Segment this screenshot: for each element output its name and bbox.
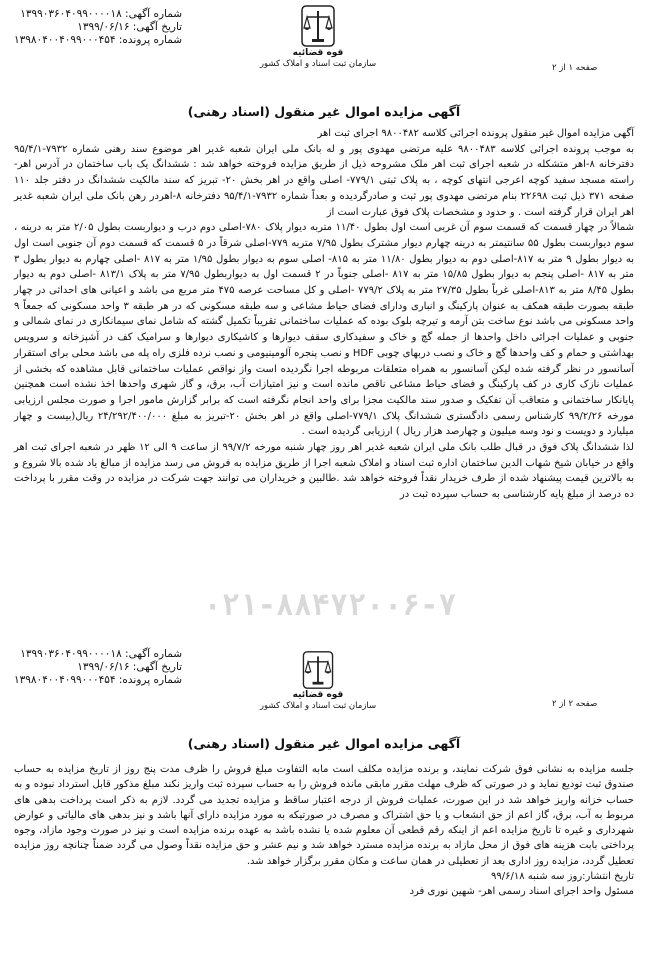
notice-heading: آگهی مزایده اموال غیر منقول (اسناد رهنی) bbox=[187, 104, 461, 119]
body-paragraph: شمالاً در چهار قسمت که قسمت سوم آن غربی است اول بطول ۱۱/۴۰ متربه دیوار پلاک ۷۸۰-اصلی دوم درب و دیواربست بطول ۲/۰۵ متر به درینه ، سوم دیواربست بطول ۵۵ سانتیمتر به درینه چهارم دیوار مشترک بطول ۷/۹۵ متربه ۷۷۹-اصلی شرقاً در ۵ قسمت که قسمت دوم آن جنوبی است اول به دیوار بطول ۹ متر به ۸۱۷-اصلی دوم به دیوار بطول ۱۱/۸۰ متر به ۸۱۵- اصلی سوم به دیوار بطول ۱/۹۵ متر به ۸۱۷ -اصلی چهارم به دیوار بطول ۳ متر به ۸۱۷ -اصلی پنجم به دیوار بطول ۱۵/۸۵ متر به ۸۱۷ -اصلی جنوباً در ۲ قسمت اول به دیواربطول ۷/۹۵ متر به پلاک ۸۱۳/۱ -اصلی دوم به دیوار بطول ۸/۴۵ متر به ۸۱۳-اصلی غرباً بطول ۲۷/۳۵ متر به پلاک ۷۷۹/۲ -اصلی و کل مساحت عرصه ۴۷۵ متر مربع می باشد و اعیانی های احداثی در چهار طبقه بصورت طبقه همکف به عنوان پارکینگ و انباری ودارای فضای حیاط مشاعی و سه طبقه مسکونی که در هر طبقه ۳ واحد مسکونی که جمعاً ۹ واحد مسکونی می باشد نوع ساخت بتن آرمه و تیرچه بلوک بوده که عملیات ساختمانی تقریباً تکمیل گشته که شامل نمای سیمانکاری در نمای شمالی و جنوبی و عملیات اجرائی داخل واحدها از جمله گچ و خاک و سفیدکاری سقف دیوارها و کاشیکاری دیوارها و سرامیک کف در آشپزخانه و سرویس بهداشتی و حمام و کف واحدها گچ و خاک و نصب دربهای چوبی HDF و نصب پنجره آلومینیومی و نصب نرده فلزی راه پله می باشد محلی برای استقرار آسانسور در نظر گرفته شده لیکن آسانسور به همراه متعلقات مربوطه اجرا نگردیده است واز نواقص عملیات ساختمانی قابل مشاهده که بخشی از عملیات نازک کاری در کف پارکینگ و فضای حیاط مشاعی ناقص مانده است و نیز امتیازات آب، برق، و گاز شهری واحدها اخذ نشده است همچنین پایانکار ساختمانی و متعاقب آن تفکیک و صدور سند مالکیت مجزا برای واحد انجام نگرفته است که برابر گزارش مامور اجرا و صورت مجلس ارزیابی مورخه ۹۹/۲/۲۶ کارشناس رسمی دادگستری ششدانگ پلاک ۷۷۹/۱-اصلی واقع در اهر بخش ۲۰-تبریز به مبلغ ۲۴/۲۹۲/۴۰۰/۰۰۰ ریال(بیست و چهار میلیارد و دویست و نود وسه میلیون و چهارصد هزار ریال ) ارزیابی گردیده است . bbox=[14, 222, 635, 438]
judiciary-emblem bbox=[258, 650, 378, 712]
notice-body bbox=[14, 126, 634, 503]
signature-line: مسئول واحد اجرای اسناد رسمی اهر- شهین نوری فرد bbox=[409, 886, 634, 898]
publish-date: تاریخ انتشار:روز سه شنبه ۹۹/۶/۱۸ bbox=[491, 871, 634, 883]
ad-number: شماره آگهی: ۱۳۹۹۰۳۶۰۴۰۹۹۰۰۰۰۱۸ bbox=[20, 8, 183, 20]
page-number: صفحه ۲ از ۲ bbox=[552, 699, 598, 709]
ad-date: تاریخ آگهی: ۱۳۹۹/۰۶/۱۶ bbox=[77, 21, 183, 33]
notice-heading: آگهی مزایده اموال غیر منقول (اسناد رهنی) bbox=[187, 736, 461, 751]
notice-body bbox=[14, 762, 634, 900]
notice-meta bbox=[14, 8, 182, 47]
case-number: شماره پرونده: ۱۳۹۸۰۴۰۰۴۰۹۹۰۰۰۴۵۴ bbox=[14, 34, 183, 46]
case-number: شماره پرونده: ۱۳۹۸۰۴۰۰۴۰۹۹۰۰۰۴۵۴ bbox=[14, 674, 183, 686]
emblem-line-2: سازمان ثبت اسناد و املاک کشور bbox=[259, 701, 377, 711]
emblem-line-2: سازمان ثبت اسناد و املاک کشور bbox=[259, 59, 377, 69]
ad-date: تاریخ آگهی: ۱۳۹۹/۰۶/۱۶ bbox=[77, 661, 183, 673]
body-paragraph: آگهی مزایده اموال غیر منقول پرونده اجرائی کلاسه ۹۸۰۰۴۸۲ اجرای ثبت اهر bbox=[317, 128, 634, 139]
body-paragraph: جلسه مزایده به نشانی فوق شرکت نمایند، و برنده مزایده مکلف است مابه التفاوت مبلغ فروش را ظرف مدت پنج روز از تاریخ مزایده به حساب صندوق ثبت تودیع نماید و در صورتی که ظرف مهلت مقرر مابقی مانده فروش را به حساب سپرده ثبت واریز نکند مبلغ مذکور قابل استرداد نبوده و به حساب خزانه واریز خواهد شد در این صورت، عملیات فروش از درجه اعتبار ساقط و مزایده تجدید می گردد. لازم به ذکر است پرداخت بدهی های مربوط به آب، برق، گاز اعم از حق انشعاب و یا حق اشتراک و مصرف در صورتیکه به مورد مزایده دارای آنها باشد و نیز بدهی های مالیاتی و عوارض شهرداری و غیره تا تاریخ مزایده اعم از اینکه رقم قطعی آن معلوم شده یا نشده باشد به عهده برنده مزایده است و نیز در صورت وجود مازاد، وجوه پرداختی بابت هزینه های فوق از محل مازاد به برنده مزایده مسترد خواهد شد و نیم عشر و حق مزایده نقداً وصول می گردد ضمناً چنانچه روز مزایده تعطیل گردد، مزایده روز اداری بعد از تعطیلی در همان ساعت و مکان مقرر برگزار خواهد شد. bbox=[14, 764, 634, 867]
scales-of-justice-icon bbox=[298, 650, 338, 690]
emblem-line-1: قوه قضائیه bbox=[292, 48, 344, 58]
notice-page-2 bbox=[0, 640, 648, 978]
body-paragraph: لذا ششدانگ پلاک فوق در قبال طلب بانک ملی ایران شعبه غدیر اهر روز چهار شنبه مورخه ۹۹/۷/۲ از ساعت ۹ الی ۱۲ ظهر در شعبه اجرای ثبت اهر واقع در خیابان شیخ شهاب الدین ساختمان اداره ثبت اسناد و املاک شعبه اجرا از طریق مزایده به فروش می رسد مزایده از مبالغ یاد شده بالا شروع و به بالاترین قیمت پیشنهاد شده از طرف خریدار نقداً فروخته خواهد شد .طالبین و خریداران می توانند جهت شرکت در مزایده در وقت مقرر با پرداخت ده درصد از مبلغ پایه کارشناسی به حساب سپرده ثبت در bbox=[14, 442, 634, 501]
scales-of-justice-icon bbox=[296, 4, 340, 48]
body-paragraph: به موجب پرونده اجرائی کلاسه ۹۸۰۰۴۸۳ علیه مرتضی مهدوی پور و له بانک ملی ایران شعبه غدیر اهر موضوع سند رهنی شماره ۷۹۳۲-۹۵/۴/۱ دفترخانه ۸-اهر متشکله در شعبه اجرای ثبت اهر ملک مشروحه ذیل از طریق مزایده فروخته خواهد شد : ششدانگ یک باب ساختمان در آدرس اهر- راسته مسجد سفید کوچه اعرجی انتهای کوچه ، به پلاک ثبتی ۷۷۹/۱- اصلی واقع در اهر بخش ۲۰- تبریز که سند مالکیت ششدانگ در دفتر جلد ۱۱۰ صفحه ۳۷۱ ذیل ثبت ۲۲۶۹۸ بنام مرتضی مهدوی پور ثبت و صادرگردیده و بعداً شماره ۷۹۳۲-۹۵/۴/۱ دفترخانه ۸-اهردر رهن بانک ملی ایران شعبه غدیر اهر ایران قرار گرفته است . و حدود و مشخصات پلاک فوق عبارت است از bbox=[14, 143, 635, 218]
emblem-line-1: قوه قضائیه bbox=[292, 690, 344, 700]
ad-number: شماره آگهی: ۱۳۹۹۰۳۶۰۴۰۹۹۰۰۰۰۱۸ bbox=[20, 648, 183, 660]
phone-watermark: ۰۲۱-۸۸۴۷۲۰۰۶-۷ bbox=[203, 588, 457, 623]
judiciary-emblem bbox=[258, 4, 378, 70]
notice-meta bbox=[14, 648, 182, 687]
page-number: صفحه ۱ از ۲ bbox=[552, 63, 598, 73]
